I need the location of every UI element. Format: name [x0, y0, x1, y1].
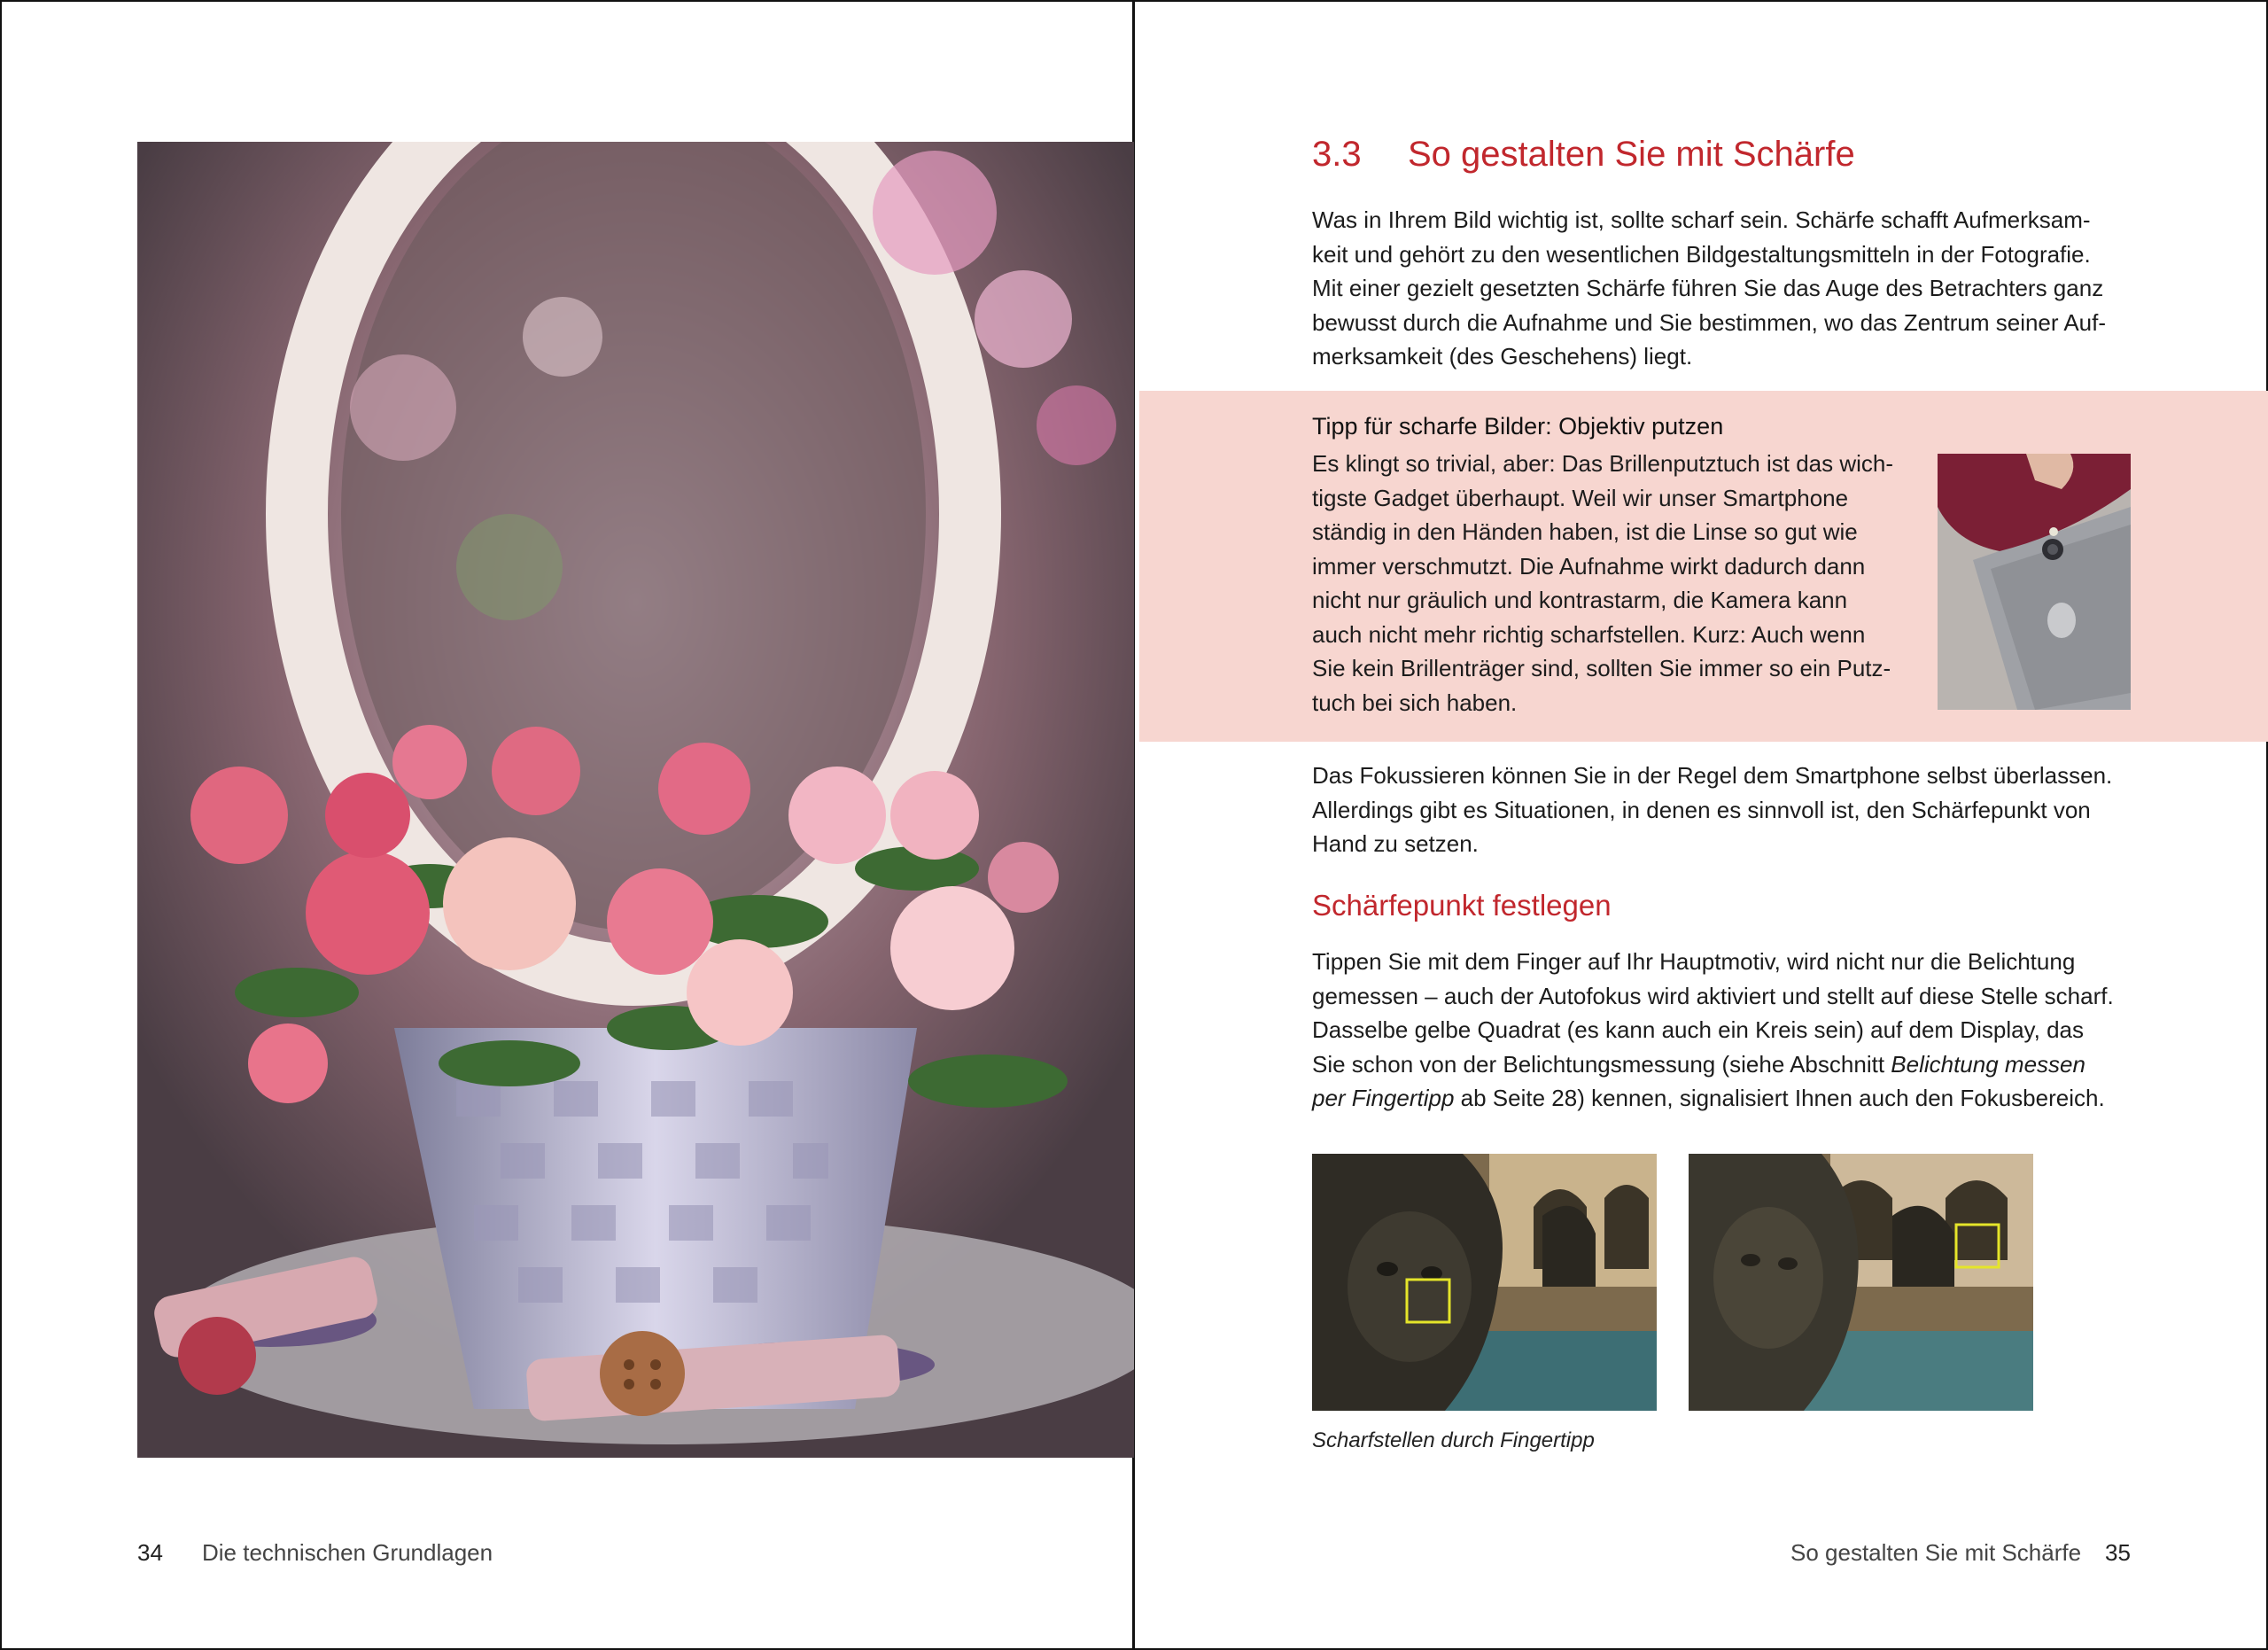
page-number-right: 35	[2105, 1539, 2131, 1566]
section-number: 3.3	[1312, 135, 1362, 174]
monkey-statue-near-focus	[1312, 1154, 1657, 1411]
text-line: merksamkeit (des Geschehens) liegt.	[1312, 343, 1693, 370]
text-line: Es klingt so trivial, aber: Das Brillenputztuch ist das wich-	[1312, 450, 1894, 477]
text-line: ständig in den Händen haben, ist die Linse so gut wie	[1312, 518, 1858, 545]
text-line: auch nicht mehr richtig scharfstellen. Kurz: Auch wenn	[1312, 620, 1866, 648]
text-run: Sie schon von der Belichtungsmessung (siehe Abschnitt	[1312, 1050, 1891, 1078]
running-head-left: Die technischen Grundlagen	[202, 1539, 493, 1566]
text-line: nicht nur gräulich und kontrastarm, die Kamera kann	[1312, 587, 1848, 613]
phone-cleaning-illustration	[1938, 454, 2131, 710]
focus-paragraph	[1312, 759, 2131, 861]
section-title: So gestalten Sie mit Schärfe	[1408, 135, 1855, 174]
text-line: keit und gehört zu den wesentlichen Bildgestaltungsmitteln in der Fotografie.	[1312, 240, 2091, 268]
roses-in-vase-photo	[137, 142, 1134, 1458]
text-line: Allerdings gibt es Situationen, in denen es sinnvoll ist, den Schärfepunkt von	[1312, 796, 2091, 823]
focus-example-photo-far	[1689, 1154, 2033, 1411]
subheading: Schärfepunkt festlegen	[1312, 889, 1612, 922]
tip-paragraph	[1312, 447, 1904, 720]
text-line: Dasselbe gelbe Quadrat (es kann auch ein Kreis sein) auf dem Display, das	[1312, 1016, 2084, 1043]
running-head-right: So gestalten Sie mit Schärfe	[1790, 1539, 2082, 1566]
text-line: tuch bei sich haben.	[1312, 689, 1518, 716]
text-line: Was in Ihrem Bild wichtig ist, sollte scharf sein. Schärfe schafft Aufmerksam-	[1312, 206, 2091, 233]
text-line: tigste Gadget überhaupt. Weil wir unser Smartphone	[1312, 484, 1849, 511]
phone-lens-cleaning-photo	[1938, 454, 2131, 710]
text-line: Tippen Sie mit dem Finger auf Ihr Hauptmotiv, wird nicht nur die Belichtung	[1312, 948, 2076, 975]
text-run: ab Seite 28) kennen, signalisiert Ihnen auch den Fokusbereich.	[1454, 1085, 2105, 1111]
text-line	[1312, 1081, 2131, 1116]
text-line	[1312, 1047, 2131, 1082]
text-line: Mit einer gezielt gesetzten Schärfe führen Sie das Auge des Betrachters ganz	[1312, 275, 2104, 301]
body-paragraph	[1312, 945, 2131, 1116]
text-line: bewusst durch die Aufnahme und Sie bestimmen, wo das Zentrum seiner Auf-	[1312, 308, 2107, 336]
text-line: gemessen – auch der Autofokus wird aktiviert und stellt auf diese Stelle scharf.	[1312, 982, 2114, 1009]
figure-caption: Scharfstellen durch Fingertipp	[1312, 1428, 1595, 1452]
monkey-statue-far-focus	[1689, 1154, 2033, 1411]
page-number-left: 34	[137, 1539, 163, 1566]
cross-reference: per Fingertipp	[1312, 1085, 1455, 1111]
text-line: Hand zu setzen.	[1312, 830, 1479, 857]
tip-title: Tipp für scharfe Bilder: Objektiv putzen	[1312, 413, 1724, 440]
text-line: immer verschmutzt. Die Aufnahme wirkt dadurch dann	[1312, 552, 1866, 580]
intro-paragraph	[1312, 203, 2131, 374]
roses-in-vase-illustration	[137, 142, 1134, 1458]
text-line: Sie kein Brillenträger sind, sollten Sie immer so ein Putz-	[1312, 655, 1891, 681]
cross-reference: Belichtung messen	[1891, 1050, 2085, 1078]
focus-example-photo-near	[1312, 1154, 1657, 1411]
text-line: Das Fokussieren können Sie in der Regel dem Smartphone selbst überlassen.	[1312, 762, 2113, 789]
